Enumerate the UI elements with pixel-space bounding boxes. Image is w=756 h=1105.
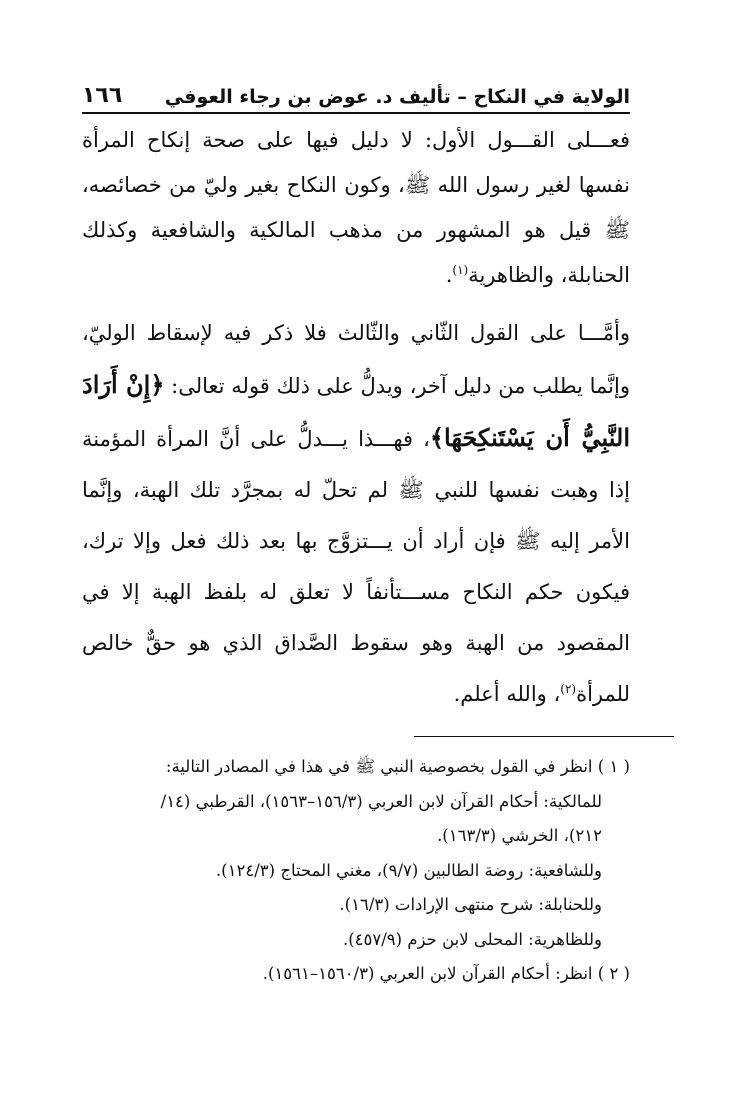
paragraph-text-middle: ، فهـــذا يـــدلُّ على أنَّ المرأة المؤمنة إذا وهبت نفسها للنبي ﷺ لم تحلّ له بمجرَّد تلك الهبة، وإنَّما الأمر إليه ﷺ فإن أراد أن يـــتزوَّج بها بعد ذلك فعل وإلا ترك، فيكون حكم النكاح مســـتأنفاً لا تعلق له بلفظ الهبة إلا في المقصود من الهبة وهو سقوط الصَّداق الذي هو حقٌّ خالص للمرأة <box>82 427 630 706</box>
footnotes <box>82 750 630 992</box>
footnote-1-intro: ( ١ ) انظر في القول بخصوصية النبي ﷺ في هذا في المصادر التالية: <box>165 757 630 776</box>
paragraph-end: . <box>445 263 453 287</box>
footnote-1-shafii: وللشافعية: روضة الطالبين (٩/٧)، مغني المحتاج (١٢٤/٣). <box>215 860 602 880</box>
footnote-ref-2: (٢) <box>560 682 577 696</box>
footnote-1-maliki-cont: ٢١٢)، الخرشي (١٦٣/٣). <box>437 826 602 845</box>
page-number: ١٦٦ <box>82 83 123 108</box>
paragraph-text: فعـــلى القـــول الأول: لا دليل فيها على صحة إنكاح المرأة نفسها لغير رسول الله ﷺ، وكون النكاح بغير وليّ من خصائصه، ﷺ قيل هو المشهور من مذهب المالكية والشافعية وكذلك الحنابلة، والظاهرية <box>82 128 630 287</box>
footnote-1-maliki: للمالكية: أحكام القرآن لابن العربي (١٥٦/٣–١٥٦٣)، القرطبي (١٤/ <box>160 791 602 811</box>
footnote-1-hanbali: وللحنابلة: شرح منتهى الإرادات (١٦/٣). <box>339 895 602 914</box>
footnote-2: ( ٢ ) انظر: أحكام القرآن لابن العربي (١٥٦٠/٣–١٥٦١). <box>262 964 630 983</box>
main-text <box>82 118 630 720</box>
paragraph-first-opinion <box>82 118 630 298</box>
footnote-divider <box>414 736 674 737</box>
quran-verse: ﴿إِنْ أَرَادَ النَّبِيُّ أَن يَسْتَنكِحَهَا﴾ <box>82 370 630 452</box>
paragraph-second-third-opinion <box>82 308 630 720</box>
footnote-ref-1: (١) <box>452 263 469 277</box>
footnote-1-zahiri: وللظاهرية: المحلى لابن حزم (٤٥٧/٩). <box>342 929 602 949</box>
paragraph-text-start: وأمَّـــا على القول الثّاني والثّالث فلا ذكر فيه لإسقاط الوليّ، وإنَّما يطلب من دليل آخر، ويدلُّ على ذلك قوله تعالى: <box>82 321 631 398</box>
running-header <box>82 78 630 114</box>
header-title: الولاية في النكاح – تأليف د. عوض بن رجاء العوفي <box>164 86 630 108</box>
paragraph-text-end: ، والله أعلم. <box>453 682 561 706</box>
